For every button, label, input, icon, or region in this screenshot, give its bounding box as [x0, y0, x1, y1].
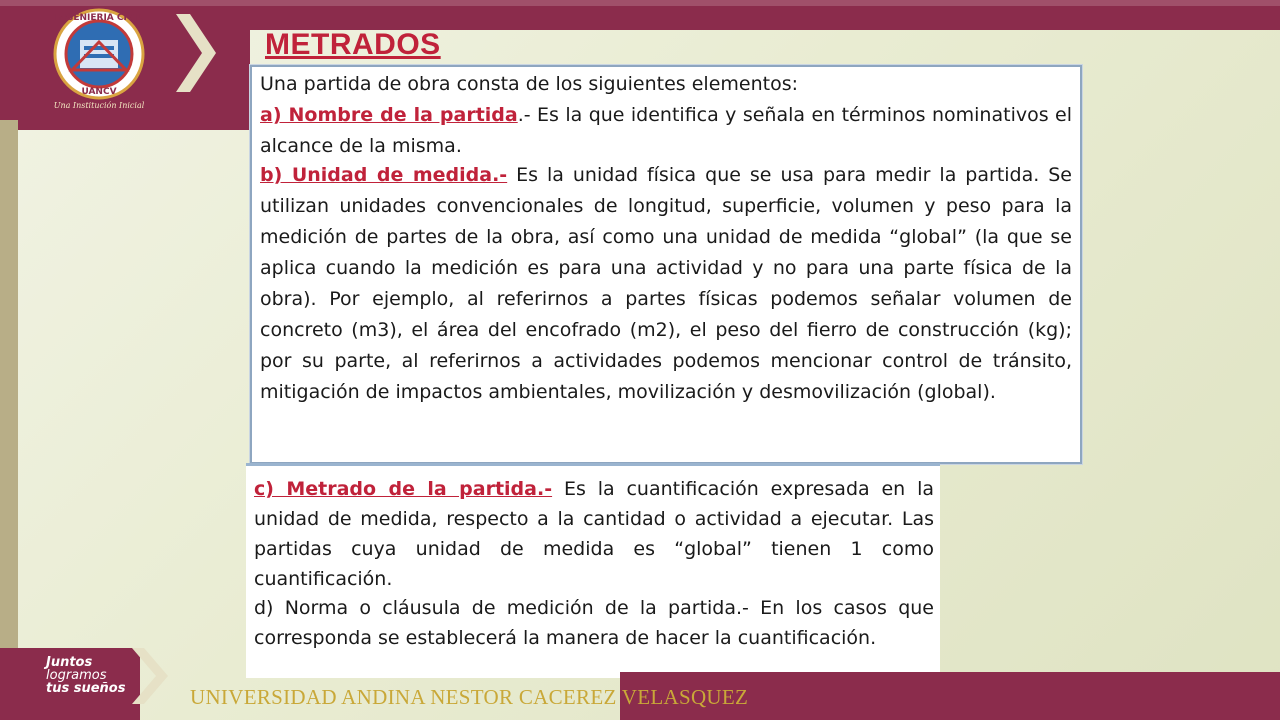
page-title: METRADOS [265, 28, 441, 61]
content-box-secondary [246, 463, 940, 678]
item-c-label: c) Metrado de la partida.- [254, 478, 553, 500]
item-b-label: b) Unidad de medida.- [260, 164, 508, 186]
item-c-paragraph [254, 474, 934, 594]
item-a-paragraph [260, 100, 1072, 162]
slogan-line-3: tus sueños [46, 681, 126, 696]
bottom-chevron-icon [132, 648, 168, 704]
logo-motto: Una Institución Inicial [53, 101, 145, 110]
item-b-text: Es la unidad física que se usa para medir la partida. Se utilizan unidades convencionales de longitud, superficie, volumen y peso para la medición de partes de la obra, así como una unidad de medida “global” (la que se aplica cuando la medición es para una actividad y no para una parte física de la obra). Por ejemplo, al referirnos a partes físicas podemos señalar volumen de concreto (m3), el área del encofrado (m2), el peso del fierro de construcción (kg); por su parte, al referirnos a actividades podemos mencionar control de tránsito, mitigación de impactos ambientales, movilización y desmovilización (global). [260, 164, 1072, 403]
logo-top-text: INGENIERIA CIVIL [55, 13, 143, 23]
chevron-right-icon [176, 14, 216, 92]
top-band-highlight [0, 0, 1280, 6]
footer-university-name: UNIVERSIDAD ANDINA NESTOR CACEREZ VELASQUEZ [190, 685, 749, 709]
item-d-paragraph: d) Norma o cláusula de medición de la partida.- En los casos que corresponda se establecerá la manera de hacer la cuantificación. [254, 597, 934, 649]
item-b-paragraph [260, 160, 1072, 408]
item-a-label: a) Nombre de la partida [260, 104, 518, 126]
intro-text: Una partida de obra consta de los siguientes elementos: [260, 73, 799, 95]
item-c-text: Es la cuantificación expresada en la unidad de medida, respecto a la cantidad o actividad a ejecutar. Las partidas cuya unidad de medida es “global” tienen 1 como cuantificación. [254, 478, 934, 590]
logo-bottom-text: UANCV [81, 87, 117, 97]
content-box-main [250, 65, 1082, 464]
slogan-line-1: Juntos [46, 655, 93, 670]
slogan [46, 656, 125, 695]
left-stripe [0, 120, 18, 720]
university-logo [44, 2, 164, 112]
slogan-line-2: logramos [46, 668, 107, 683]
item-a-text: .- Es la que identifica y señala en términos nominativos el alcance de la misma. [260, 104, 1072, 157]
slogan-panel [0, 648, 140, 720]
